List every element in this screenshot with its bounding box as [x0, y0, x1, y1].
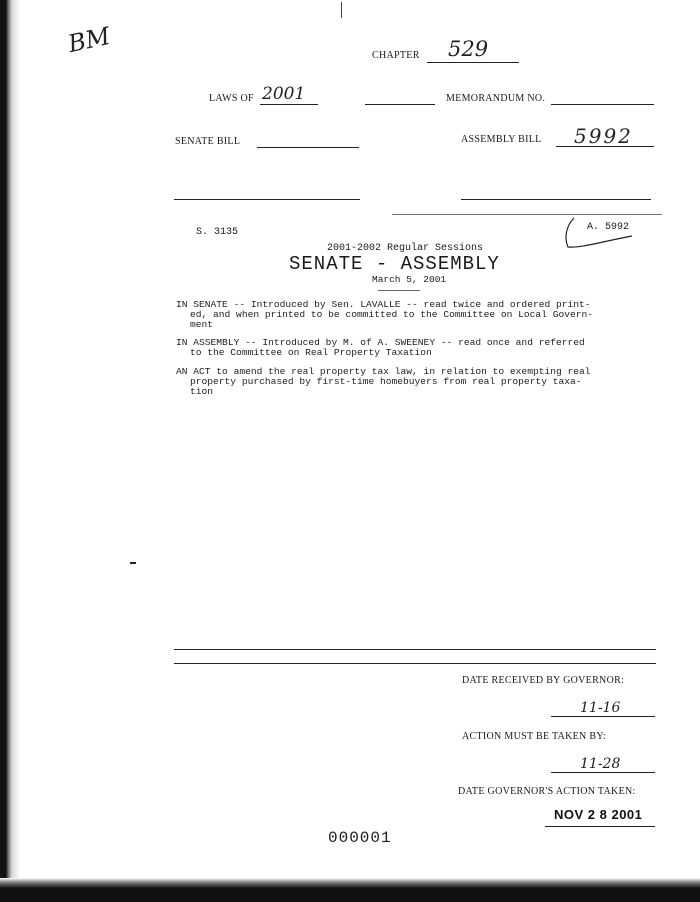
chapter-label: CHAPTER: [372, 50, 420, 61]
bottom-rule-2: [174, 663, 656, 664]
date-received-value: 11-16: [580, 700, 621, 716]
introduction-date: March 5, 2001: [372, 274, 447, 285]
senate-intro-line-2: ed, and when printed to be committed to the Committee on Local Govern-: [190, 309, 594, 320]
assembly-intro-line-1: IN ASSEMBLY -- Introduced by M. of A. SWEENEY -- read once and referred: [176, 337, 585, 348]
date-underline: [378, 290, 420, 291]
blank-line-middle: [365, 104, 435, 105]
action-deadline-value: 11-28: [580, 756, 621, 772]
bottom-rule-1: [174, 649, 656, 650]
assembly-bill-line: [556, 146, 654, 147]
assembly-bill-label: ASSEMBLY BILL: [461, 134, 542, 145]
laws-of-value: 2001: [262, 84, 306, 104]
act-line-1: AN ACT to amend the real property tax law, in relation to exempting real: [176, 366, 591, 377]
chapter-line: [427, 62, 519, 63]
action-deadline-label: ACTION MUST BE TAKEN BY:: [462, 731, 607, 742]
page-number: 000001: [328, 829, 392, 847]
senate-bill-number: S. 3135: [196, 227, 239, 238]
blank-line-left: [174, 199, 360, 200]
act-line-3: tion: [190, 386, 214, 397]
scan-left-edge: [0, 0, 24, 902]
assembly-intro-line-2: to the Committee on Real Property Taxation: [190, 347, 432, 358]
senate-intro-line-1: IN SENATE -- Introduced by Sen. LAVALLE -- read twice and ordered print-: [176, 299, 591, 310]
chapter-value: 529: [448, 37, 489, 61]
laws-of-line: [260, 104, 318, 105]
handwritten-initials: BM: [65, 21, 113, 59]
laws-of-label: LAWS OF: [209, 93, 254, 104]
senate-bill-label: SENATE BILL: [175, 136, 241, 147]
memorandum-line: [551, 104, 654, 105]
top-tick-mark: [341, 2, 342, 18]
stray-mark: [130, 562, 136, 564]
scan-bottom-edge: [0, 878, 700, 902]
act-line-2: property purchased by first-time homebuyers from real property taxa-: [190, 376, 582, 387]
date-received-line: [551, 716, 655, 717]
action-deadline-line: [551, 772, 655, 773]
assembly-bill-number: A. 5992: [587, 222, 630, 233]
action-taken-line: [545, 826, 655, 827]
assembly-number-bracket: [560, 214, 660, 254]
memorandum-label: MEMORANDUM NO.: [446, 93, 546, 104]
action-taken-label: DATE GOVERNOR'S ACTION TAKEN:: [458, 786, 636, 797]
date-received-label: DATE RECEIVED BY GOVERNOR:: [462, 675, 625, 686]
senate-intro-line-3: ment: [190, 319, 214, 330]
blank-line-right: [461, 199, 651, 200]
action-taken-stamp: NOV 2 8 2001: [554, 807, 643, 822]
chamber-title: SENATE - ASSEMBLY: [289, 253, 500, 275]
senate-bill-line: [257, 147, 359, 148]
assembly-bill-value: 5992: [574, 124, 633, 148]
session-label: 2001-2002 Regular Sessions: [327, 243, 484, 254]
